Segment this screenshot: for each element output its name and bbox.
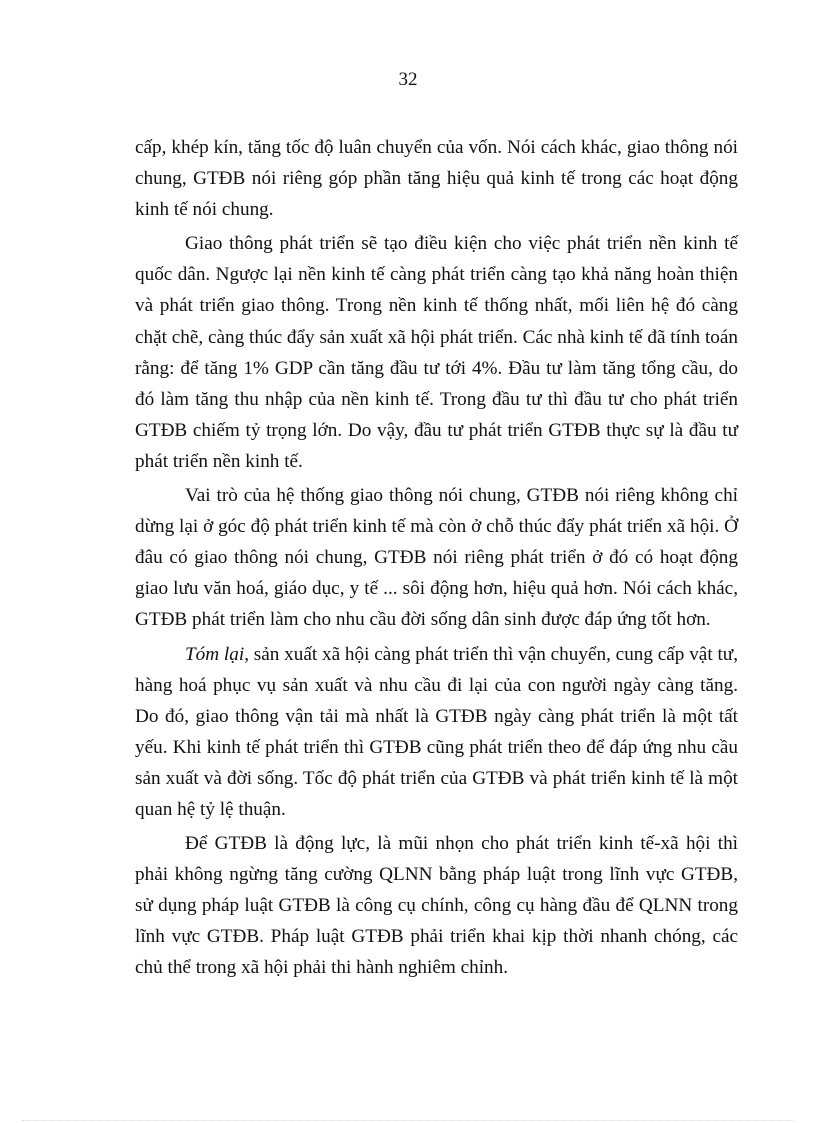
bottom-divider — [22, 1120, 794, 1121]
paragraph-2: Giao thông phát triển sẽ tạo điều kiện cho việc phát triển nền kinh tế quốc dân. Ngược lại nền kinh tế càng phát triển càng tạo khả năng hoàn thiện và phát triển giao thông. Trong nền kinh tế thống nhất, mối liên hệ đó càng chặt chẽ, càng thúc đẩy sản xuất xã hội phát triển. Các nhà kinh tế đã tính toán rằng: để tăng 1% GDP cần tăng đầu tư tới 4%. Đầu tư làm tăng tổng cầu, do đó làm tăng thu nhập của nền kinh tế. Trong đầu tư thì đầu tư cho phát triển GTĐB chiếm tỷ trọng lớn. Do vậy, đầu tư phát triển GTĐB thực sự là đầu tư phát triển nền kinh tế. — [135, 233, 738, 472]
paragraph-4-text: , sản xuất xã hội càng phát triển thì vận chuyển, cung cấp vật tư, hàng hoá phục vụ sản xuất và nhu cầu đi lại của con người ngày càng tăng. Do đó, giao thông vận tải mà nhất là GTĐB ngày càng phát triển là một tất yếu. Khi kinh tế phát triển thì GTĐB cũng phát triển theo để đáp ứng nhu cầu sản xuất và đời sống. Tốc độ phát triển của GTĐB và phát triển kinh tế là một quan hệ tỷ lệ thuận. — [135, 643, 738, 820]
paragraph-3: Vai trò của hệ thống giao thông nói chung, GTĐB nói riêng không chỉ dừng lại ở góc độ phát triển kinh tế mà còn ở chỗ thúc đẩy phát triển xã hội. Ở đâu có giao thông nói chung, GTĐB nói riêng phát triển ở đó có hoạt động giao lưu văn hoá, giáo dục, y tế ... sôi động hơn, hiệu quả hơn. Nói cách khác, GTĐB phát triển làm cho nhu cầu đời sống dân sinh được đáp ứng tốt hơn. — [135, 485, 738, 631]
paragraph-4-lead: Tóm lại — [185, 643, 245, 665]
paragraph-5: Để GTĐB là động lực, là mũi nhọn cho phát triển kinh tế-xã hội thì phải không ngừng tăng cường QLNN bằng pháp luật trong lĩnh vực GTĐB, sử dụng pháp luật GTĐB là công cụ chính, công cụ hàng đầu để QLNN trong lĩnh vực GTĐB. Pháp luật GTĐB phải triển khai kịp thời nhanh chóng, các chủ thể trong xã hội phải thi hành nghiêm chỉnh. — [135, 833, 738, 979]
paragraph-4 — [135, 639, 738, 826]
paragraph-1: cấp, khép kín, tăng tốc độ luân chuyển của vốn. Nói cách khác, giao thông nói chung, GTĐB nói riêng góp phần tăng hiệu quả kinh tế trong các hoạt động kinh tế nói chung. — [135, 137, 738, 221]
page-number: 32 — [398, 69, 418, 90]
document-body — [135, 132, 738, 987]
